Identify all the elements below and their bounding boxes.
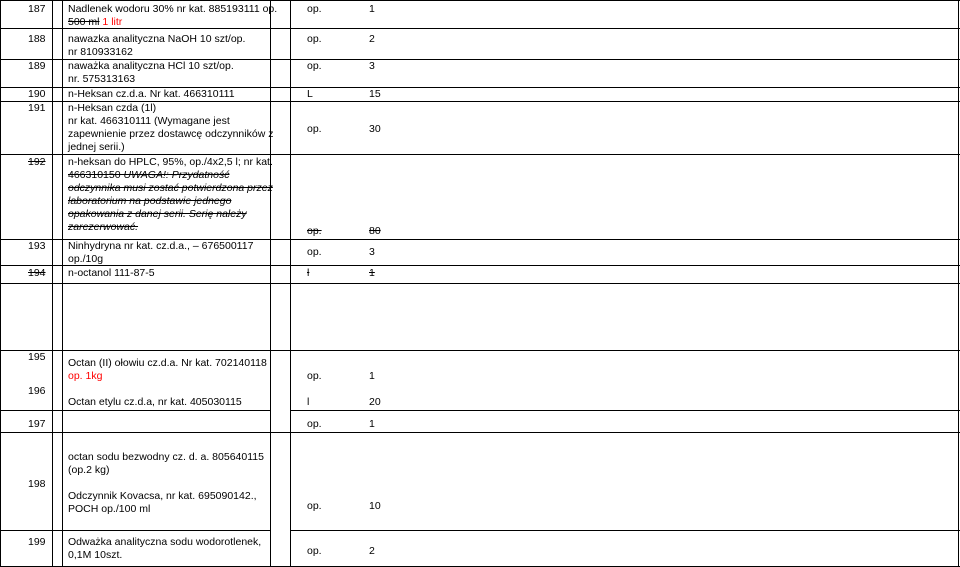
row-number: 191 [28, 102, 46, 114]
item-description-line [68, 221, 138, 234]
row-number: 188 [28, 33, 46, 45]
item-description-line [68, 60, 234, 73]
quantity-cell: 1 [369, 418, 375, 430]
item-description-line [68, 370, 102, 383]
description-text: odczynnika musi zostać potwierdzona przez [68, 182, 273, 194]
description-text: nr. 575313163 [68, 73, 136, 85]
item-description-line [68, 88, 235, 101]
description-text: Odważka analityczna sodu wodorotlenek, [68, 536, 262, 548]
description-text: 0,1M 10szt. [68, 549, 123, 561]
description-text: n-Heksan cz.d.a. Nr kat. 466310111 [68, 88, 235, 100]
unit-cell: l [307, 267, 310, 279]
row-number: 199 [28, 536, 46, 548]
description-text: nr 810933162 [68, 46, 133, 58]
item-description-line [68, 182, 273, 195]
unit-cell: op. [307, 545, 322, 557]
row-number: 192 [28, 156, 46, 168]
description-text: nawazka analityczna NaOH 10 szt/op. [68, 33, 246, 45]
description-text: Octan etylu cz.d.a, nr kat. 405030115 [68, 396, 242, 408]
item-description-line [68, 503, 150, 516]
quantity-cell: 3 [369, 60, 375, 72]
row-number: 189 [28, 60, 46, 72]
unit-cell: op. [307, 225, 322, 237]
item-description-line [68, 128, 273, 141]
description-text: 466310150 [68, 169, 124, 181]
item-description-line [68, 253, 103, 266]
grid-row-line [0, 265, 960, 266]
quantity-cell: 80 [369, 225, 381, 237]
item-description-line [68, 169, 230, 182]
unit-cell: op. [307, 3, 322, 15]
quantity-cell: 20 [369, 396, 381, 408]
grid-row-line [0, 432, 960, 433]
item-description-line [68, 16, 122, 29]
unit-cell: L [307, 88, 313, 100]
item-description-line [68, 451, 264, 464]
description-text: Octan (II) ołowiu cz.d.a. Nr kat. 702140118 [68, 357, 267, 369]
description-text: octan sodu bezwodny cz. d. a. 805640115 [68, 451, 264, 463]
grid-row-line [0, 410, 270, 411]
grid-column-line [0, 0, 1, 567]
item-description-line [68, 536, 261, 549]
grid-row-line [0, 28, 960, 29]
item-description-line [68, 267, 155, 280]
quantity-cell: 2 [369, 33, 375, 45]
description-text: POCH op./100 ml [68, 503, 151, 515]
description-text: opakowania z danej serii. Serię należy [68, 208, 247, 220]
item-description-line [68, 156, 273, 169]
item-description-line [68, 141, 125, 154]
unit-cell: op. [307, 33, 322, 45]
quantity-cell: 30 [369, 123, 381, 135]
row-number: 193 [28, 240, 46, 252]
item-description-line [68, 3, 277, 16]
item-description-line [68, 115, 230, 128]
description-text: 1 litr [99, 16, 123, 28]
grid-row-line [0, 350, 960, 351]
quantity-cell: 1 [369, 370, 375, 382]
row-number: 196 [28, 385, 46, 397]
unit-cell: op. [307, 500, 322, 512]
row-number: 195 [28, 351, 46, 363]
row-number: 198 [28, 478, 46, 490]
description-text: 500 ml [68, 16, 100, 28]
item-description-line [68, 208, 247, 221]
description-text: Ninhydryna nr kat. cz.d.a., – 676500117 [68, 240, 254, 252]
unit-cell: op. [307, 246, 322, 258]
description-text: nr kat. 466310111 (Wymagane jest [68, 115, 230, 127]
unit-cell: op. [307, 123, 322, 135]
item-description-line [68, 490, 257, 503]
item-description-line [68, 102, 156, 115]
quantity-cell: 15 [369, 88, 381, 100]
row-number: 194 [28, 267, 46, 279]
quantity-cell: 3 [369, 246, 375, 258]
description-text: (op.2 kg) [68, 464, 110, 476]
description-text: Odczynnik Kovacsa, nr kat. 695090142., [68, 490, 257, 502]
item-description-line [68, 464, 109, 477]
item-description-line [68, 549, 122, 562]
description-text: naważka analityczna HCl 10 szt/op. [68, 60, 234, 72]
grid-column-line [958, 0, 959, 567]
quantity-cell: 10 [369, 500, 381, 512]
quantity-cell: 1 [369, 3, 375, 15]
unit-cell: l [307, 396, 310, 408]
grid-row-line [290, 410, 960, 411]
grid-row-line [290, 530, 960, 531]
grid-column-line [290, 0, 291, 567]
row-number: 190 [28, 88, 46, 100]
grid-row-line [0, 154, 960, 155]
item-description-line [68, 33, 245, 46]
description-text: UWAGA!: Przydatność [123, 169, 230, 181]
description-text: op. 1kg [68, 370, 103, 382]
unit-cell: op. [307, 370, 322, 382]
row-number: 197 [28, 418, 46, 430]
item-description-line [68, 46, 133, 59]
item-description-line [68, 396, 242, 409]
description-text: zapewnienie przez dostawcę odczynników z [68, 128, 274, 140]
grid-row-line [0, 283, 960, 284]
description-text: jednej serii.) [68, 141, 125, 153]
quantity-cell: 2 [369, 545, 375, 557]
description-text: n-Heksan czda (1l) [68, 102, 157, 114]
grid-row-line [0, 0, 960, 1]
description-text: zarezerwować. [68, 221, 139, 233]
description-text: n-octanol 111-87-5 [68, 267, 155, 279]
grid-column-line [62, 0, 63, 567]
item-description-line [68, 195, 231, 208]
description-text: n-heksan do HPLC, 95%, op./4x2,5 l; nr kat. [68, 156, 273, 168]
grid-column-line [52, 0, 53, 567]
description-text: laboratorium na podstawie jednego [68, 195, 232, 207]
quantity-cell: 1 [369, 267, 375, 279]
description-text: op./10g [68, 253, 104, 265]
unit-cell: op. [307, 60, 322, 72]
item-description-line [68, 73, 135, 86]
grid-column-line [270, 0, 271, 567]
description-text: Nadlenek wodoru 30% nr kat. 885193111 op. [68, 3, 278, 15]
item-description-line [68, 357, 267, 370]
row-number: 187 [28, 3, 46, 15]
item-description-line [68, 240, 253, 253]
grid-row-line [0, 530, 270, 531]
unit-cell: op. [307, 418, 322, 430]
